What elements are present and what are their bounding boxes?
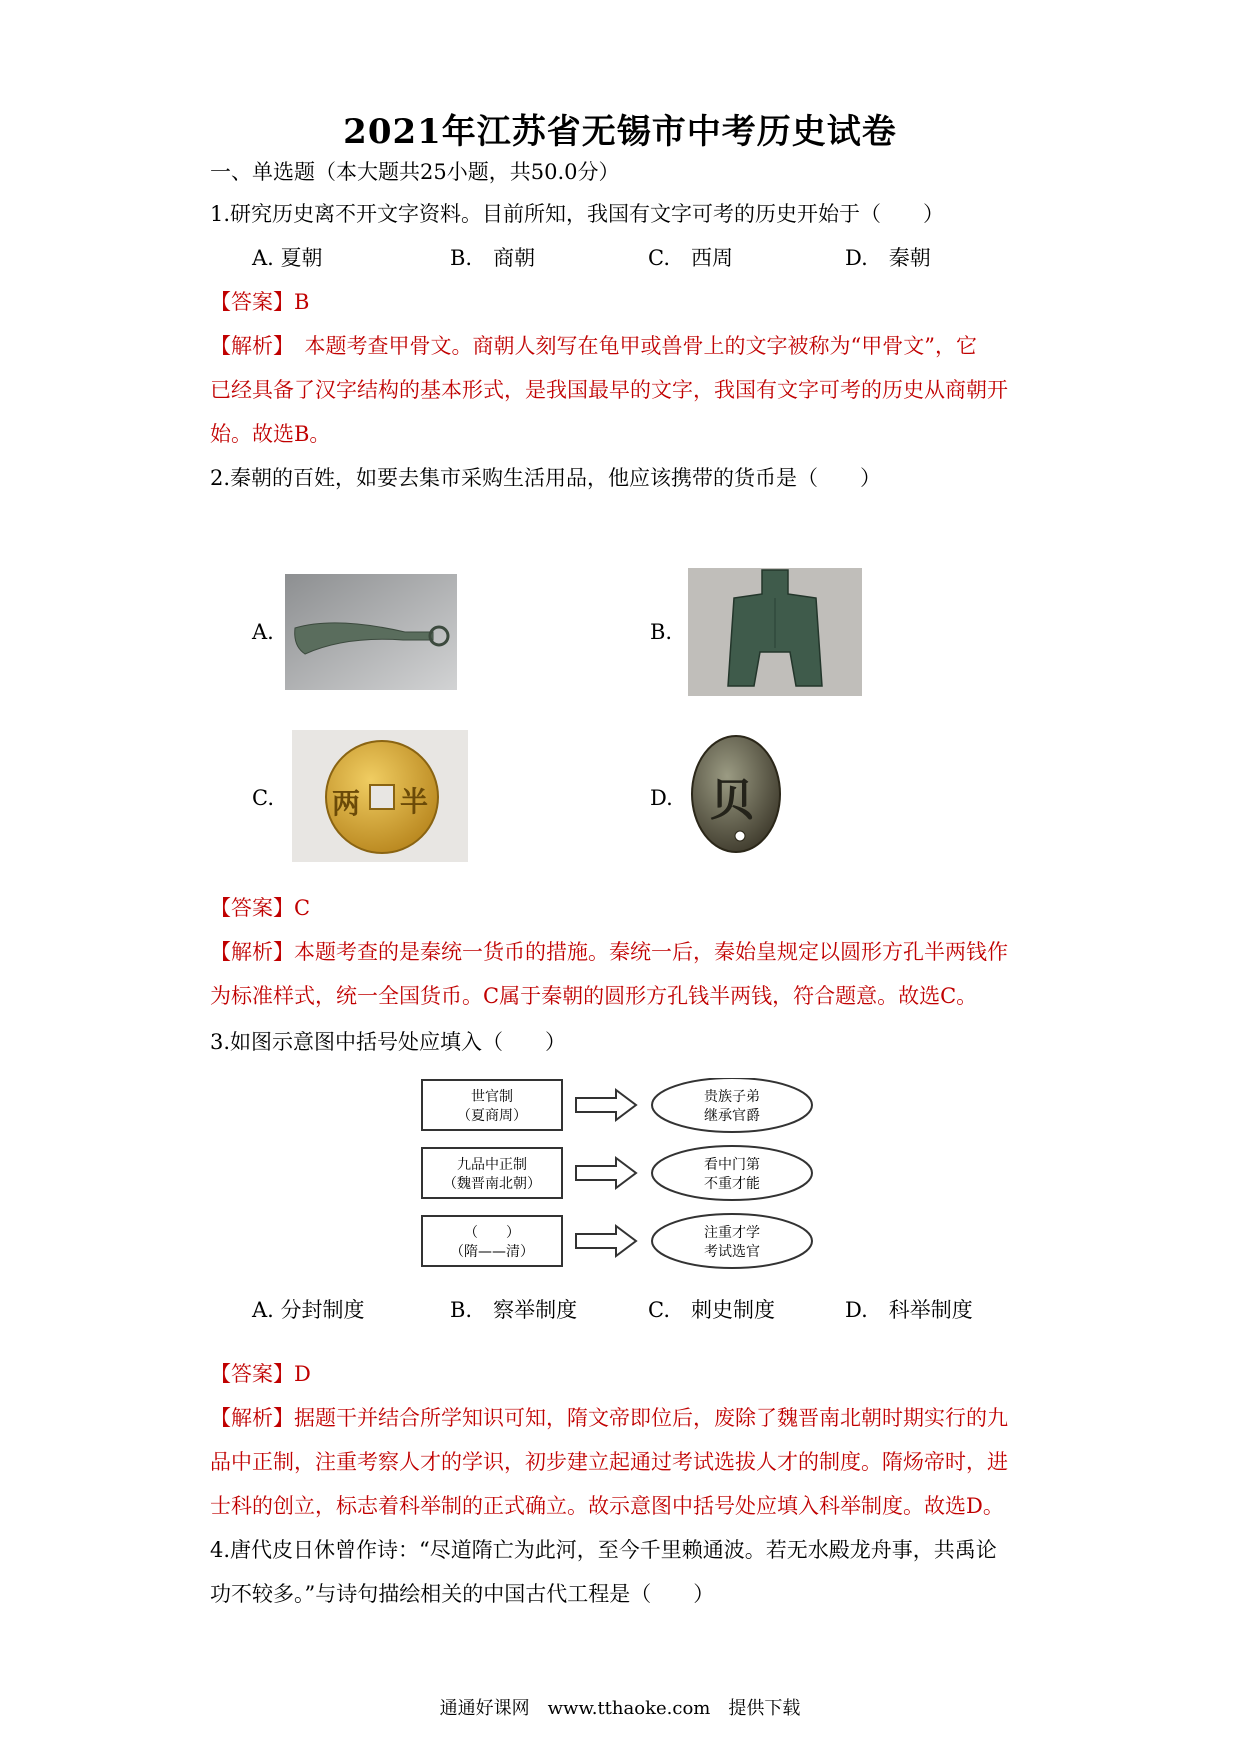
question-1-analysis-line-2: 已经具备了汉字结构的基本形式，是我国最早的文字，我国有文字可考的历史从商朝开 [210,378,1008,402]
question-2-answer: 【答案】C [210,896,311,920]
question-2-option-d-label: D. [650,786,673,810]
question-1-analysis-line-3: 始。故选B。 [210,422,331,446]
question-1-option-a: A. 夏朝 [252,246,323,270]
page-footer: 通通好课网 www.tthaoke.com 提供下载 [439,1698,801,1719]
question-1-option-b: B. 商朝 [450,246,536,270]
diagram-oval-3-line-1: 注重才学 [704,1225,760,1241]
diagram-box-3-line-1: （ ） [464,1225,520,1241]
question-3-analysis-line-1: 【解析】据题干并结合所学知识可知，隋文帝即位后，废除了魏晋南北朝时期实行的九 [210,1406,1008,1430]
question-1-stem: 1.研究历史离不开文字资料。目前所知，我国有文字可考的历史开始于（ ） [210,202,945,226]
question-1-option-c: C. 西周 [648,246,733,270]
question-2-analysis-line-2: 为标准样式，统一全国货币。C属于秦朝的圆形方孔钱半两钱，符合题意。故选C。 [210,984,978,1008]
spade-coin-image [688,568,862,696]
diagram-oval-1-line-2: 继承官爵 [704,1108,760,1124]
page-title: 2021年江苏省无锡市中考历史试卷 [343,112,897,152]
diagram-row-1 [422,1078,812,1132]
diagram-oval-3-line-2: 考试选官 [704,1244,760,1260]
question-3-option-b: B. 察举制度 [450,1298,578,1322]
diagram-oval-2-line-1: 看中门第 [704,1157,760,1173]
question-3-option-a: A. 分封制度 [252,1298,365,1322]
question-4-stem-line-2: 功不较多。”与诗句描绘相关的中国古代工程是（ ） [210,1582,715,1606]
diagram-oval-2-line-2: 不重才能 [704,1176,760,1192]
question-3-option-c: C. 刺史制度 [648,1298,775,1322]
question-1-analysis-line-1: 【解析】 本题考查甲骨文。商朝人刻写在龟甲或兽骨上的文字被称为“甲骨文”，它 [210,334,977,358]
coin-character-right: 半 [400,785,429,818]
diagram-row-2 [422,1146,812,1200]
selection-system-diagram [420,1078,840,1282]
question-3-option-d: D. 科举制度 [845,1298,973,1322]
question-2-analysis-line-1: 【解析】本题考查的是秦统一货币的措施。秦统一后，秦始皇规定以圆形方孔半两钱作 [210,940,1008,964]
question-3-analysis-line-2: 品中正制，注重考察人才的学识，初步建立起通过考试选拔人才的制度。隋炀帝时，进 [210,1450,1008,1474]
diagram-box-3-line-2: （隋——清） [450,1244,534,1260]
question-2-option-b-label: B. [650,620,673,644]
question-4-stem-line-1: 4.唐代皮日休曾作诗：“尽道隋亡为此河，至今千里赖通波。若无水殿龙舟事，共禹论 [210,1538,997,1562]
diagram-oval-1-line-1: 贵族子弟 [704,1089,760,1105]
question-2-option-a-label: A. [252,620,274,644]
question-2-stem: 2.秦朝的百姓，如要去集市采购生活用品，他应该携带的货币是（ ） [210,466,882,490]
question-3-answer: 【答案】D [210,1362,311,1386]
question-1-option-d: D. 秦朝 [845,246,931,270]
ant-nose-coin-image [686,730,786,862]
question-2-option-c-label: C. [252,786,274,810]
question-3-stem: 3.如图示意图中括号处应填入（ ） [210,1030,567,1054]
diagram-box-1-line-2: （夏商周） [457,1108,527,1124]
knife-coin-image [285,574,457,690]
diagram-box-1-line-1: 世官制 [471,1089,513,1105]
coin-character-left: 两 [332,787,361,820]
question-1-answer: 【答案】B [210,290,310,314]
question-3-analysis-line-3: 士科的创立，标志着科举制的正式确立。故示意图中括号处应填入科举制度。故选D。 [210,1494,1004,1518]
coin-character: 贝 [710,775,754,826]
diagram-row-3 [422,1214,812,1268]
diagram-box-2-line-1: 九品中正制 [457,1157,527,1173]
section-header: 一、单选题（本大题共25小题，共50.0分） [210,160,620,184]
diagram-box-2-line-2: （魏晋南北朝） [443,1176,541,1192]
banliang-coin-image [292,730,468,862]
